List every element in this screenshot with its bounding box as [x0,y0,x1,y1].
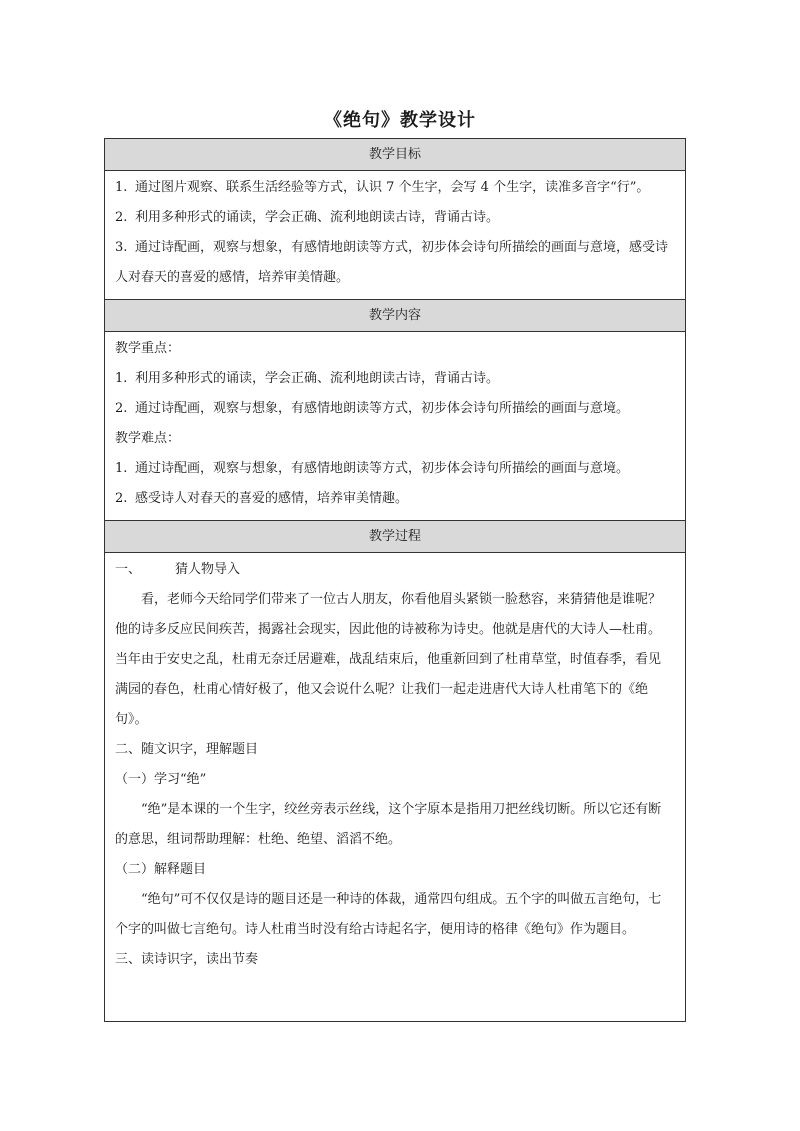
page-title: 《绝句》教学设计 [324,110,476,131]
objective-item: 3. 通过诗配画，观察与想象，有感情地朗读等方式，初步体会诗句所描绘的画面与意境，感受诗人对春天的喜爱的感情，培养审美情趣。 [115,240,669,285]
key-point-item: 2. 通过诗配画，观察与想象，有感情地朗读等方式，初步体会诗句所描绘的画面与意境。 [115,401,630,416]
difficult-point-item: 2. 感受诗人对春天的喜爱的感情，培养审美情趣。 [115,491,409,506]
difficult-points-label: 教学难点： [115,431,181,446]
lesson-plan-table [104,138,686,1022]
key-point-item: 1. 利用多种形式的诵读，学会正确、流利地朗读古诗，背诵古诗。 [115,371,500,386]
objectives-header: 教学目标 [105,139,686,171]
sub-2-paragraph: “绝句”可不仅仅是诗的题目还是一种诗的体裁，通常四句组成。五个字的叫做五言绝句，七个字的叫做七言绝句。诗人杜甫当时没有给古诗起名字，便用诗的格律《绝句》作为题目。 [115,892,662,937]
step-1-paragraph: 看，老师今天给同学们带来了一位古人朋友，你看他眉头紧锁一脸愁容，来猜猜他是谁呢？他的诗多反应民间疾苦，揭露社会现实，因此他的诗被称为诗史。他就是唐代的大诗人—杜甫。当年由于安史之乱，杜甫无奈迁居避难，战乱结束后，他重新回到了杜甫草堂，时值春季，看见满园的春色，杜甫心情好极了，他又会说什么呢？让我们一起走进唐代大诗人杜甫笔下的《绝句》。 [115,592,662,727]
objective-item: 2. 利用多种形式的诵读，学会正确、流利地朗读古诗，背诵古诗。 [115,210,500,225]
sub-1-paragraph: “绝”是本课的一个生字，绞丝旁表示丝线，这个字原本是指用刀把丝线切断。所以它还有断的意思，组词帮助理解：杜绝、绝望、滔滔不绝。 [115,802,662,847]
step-1-heading: 一、 猜人物导入 [115,562,241,577]
process-header: 教学过程 [105,521,686,553]
objective-item: 1. 通过图片观察、联系生活经验等方式，认识 7 个生字，会写 4 个生字，读准多音字“行”。 [115,180,650,195]
sub-1-heading: （一）学习“绝” [115,772,207,787]
objectives-body [105,171,686,300]
content-body [105,332,686,521]
process-body [105,553,686,1022]
difficult-point-item: 1. 通过诗配画，观察与想象，有感情地朗读等方式，初步体会诗句所描绘的画面与意境。 [115,461,630,476]
sub-2-heading: （二）解释题目 [115,862,207,877]
step-3-heading: 三、读诗识字，读出节奏 [115,952,259,967]
key-points-label: 教学重点： [115,341,181,356]
content-header: 教学内容 [105,300,686,332]
step-2-heading: 二、随文识字，理解题目 [115,742,259,757]
